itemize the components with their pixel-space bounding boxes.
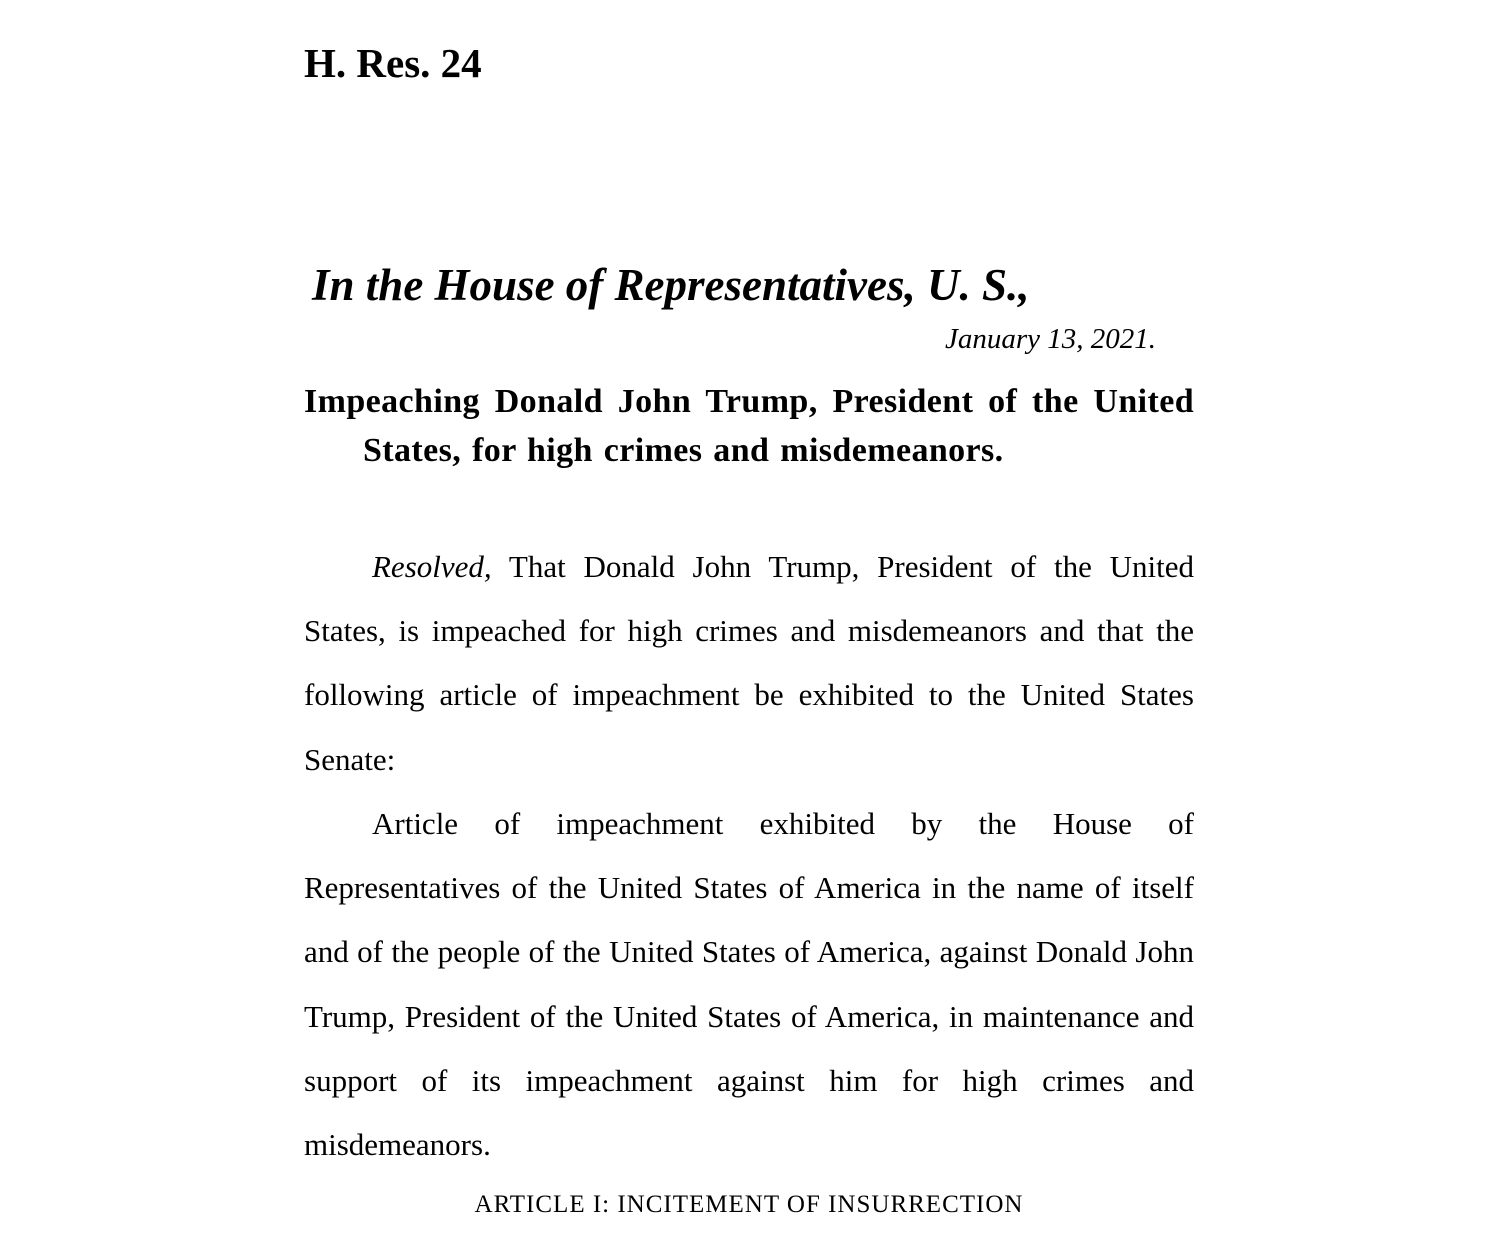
resolution-title: Impeaching Donald John Trump, President of the United States, for high crimes and misdemeanors. — [304, 383, 1194, 469]
resolved-lead: Resolved, — [372, 549, 492, 584]
document-page — [304, 0, 1194, 1246]
resolved-paragraph — [304, 535, 1194, 792]
resolution-date: January 13, 2021. — [944, 323, 1156, 355]
chamber-heading: In the House of Representatives, U. S., — [312, 260, 1030, 310]
article-paragraph: Article of impeachment exhibited by the House of Representatives of the United States of America in the name of itself and of the people of the United States of America, against Donald John Trump, President of the United States of America, in maintenance and support of its impeachment against him for high crimes and misdemeanors. — [304, 806, 1194, 1163]
bill-number: H. Res. 24 — [304, 40, 482, 86]
article-heading: ARTICLE I: INCITEMENT OF INSURRECTION — [474, 1191, 1024, 1218]
resolved-text: That Donald John Trump, President of the United States, is impeached for high crimes and misdemeanors and that the following article of impeachment be exhibited to the United States Senate: — [304, 549, 1194, 777]
